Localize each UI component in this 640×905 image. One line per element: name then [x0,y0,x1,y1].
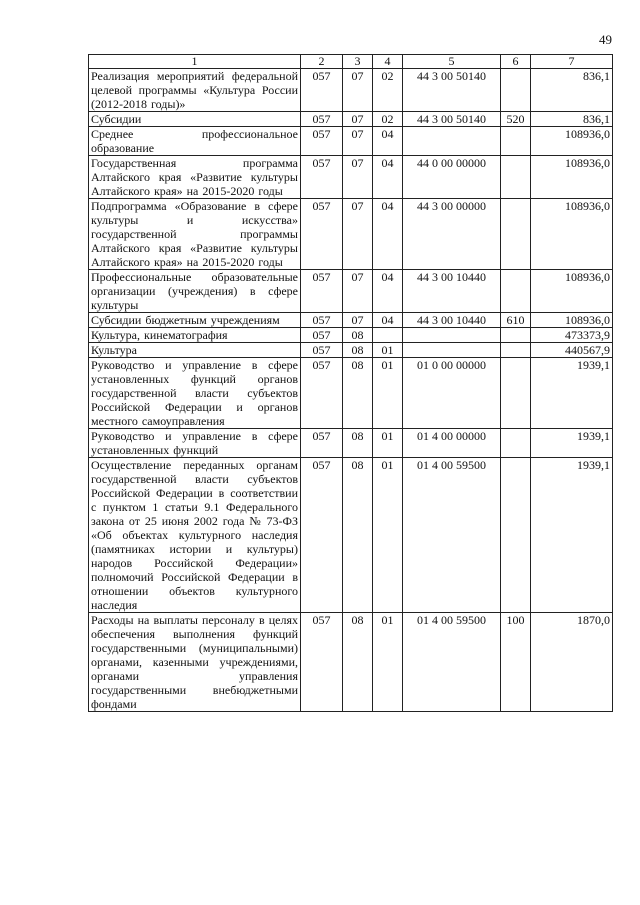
target-article-cell: 01 4 00 59500 [403,613,501,712]
code-cell: 057 [301,343,343,358]
subsection-cell: 01 [373,613,403,712]
header-row [89,55,613,69]
amount-cell: 108936,0 [531,199,613,270]
target-article-cell: 44 3 00 50140 [403,112,501,127]
expense-type-cell [501,358,531,429]
section-cell: 08 [343,458,373,613]
expense-type-cell [501,458,531,613]
column-header: 4 [373,55,403,69]
target-article-cell: 44 3 00 10440 [403,313,501,328]
section-cell: 07 [343,112,373,127]
amount-cell: 473373,9 [531,328,613,343]
row-name-cell: Осуществление переданных органам государственной власти субъектов Российской Федерации в соответствии с пунктом 1 статьи 9.1 Федерального закона от 25 июня 2002 года № 73-ФЗ «Об объектах культурного наследия (памятниках истории и культуры) народов Российской Федерации» полномочий Российской Федерации в отношении объектов культурного наследия [89,458,301,613]
code-cell: 057 [301,127,343,156]
column-header: 3 [343,55,373,69]
code-cell: 057 [301,112,343,127]
section-cell: 07 [343,199,373,270]
subsection-cell: 01 [373,358,403,429]
amount-cell: 1939,1 [531,358,613,429]
target-article-cell: 44 0 00 00000 [403,156,501,199]
column-header: 5 [403,55,501,69]
expense-type-cell: 100 [501,613,531,712]
table-row [89,199,613,270]
section-cell: 07 [343,313,373,328]
target-article-cell: 01 0 00 00000 [403,358,501,429]
subsection-cell: 02 [373,69,403,112]
target-article-cell: 01 4 00 00000 [403,429,501,458]
subsection-cell: 01 [373,458,403,613]
expense-type-cell: 610 [501,313,531,328]
subsection-cell: 01 [373,429,403,458]
amount-cell: 108936,0 [531,270,613,313]
subsection-cell: 01 [373,343,403,358]
amount-cell: 108936,0 [531,313,613,328]
row-name-cell: Культура, кинематография [89,328,301,343]
expense-type-cell [501,69,531,112]
expense-type-cell: 520 [501,112,531,127]
amount-cell: 836,1 [531,69,613,112]
row-name-cell: Государственная программа Алтайского края «Развитие культуры Алтайского края» на 2015-2020 годы [89,156,301,199]
row-name-cell: Расходы на выплаты персоналу в целях обеспечения выполнения функций государственными (муниципальными) органами, казенными учреждениями, органами управления государственными внебюджетными фондами [89,613,301,712]
table-row [89,270,613,313]
expense-type-cell [501,270,531,313]
table-row [89,313,613,328]
code-cell: 057 [301,270,343,313]
expense-type-cell [501,156,531,199]
table-row [89,429,613,458]
subsection-cell: 04 [373,199,403,270]
section-cell: 08 [343,358,373,429]
table-row [89,613,613,712]
section-cell: 07 [343,270,373,313]
amount-cell: 440567,9 [531,343,613,358]
table-row [89,358,613,429]
table-row [89,156,613,199]
expense-type-cell [501,429,531,458]
column-header: 2 [301,55,343,69]
row-name-cell: Субсидии [89,112,301,127]
amount-cell: 1939,1 [531,458,613,613]
row-name-cell: Руководство и управление в сфере установленных функций органов государственной власти субъектов Российской Федерации и органов местного самоуправления [89,358,301,429]
code-cell: 057 [301,313,343,328]
expense-type-cell [501,328,531,343]
target-article-cell: 44 3 00 00000 [403,199,501,270]
code-cell: 057 [301,458,343,613]
section-cell: 07 [343,156,373,199]
subsection-cell: 04 [373,156,403,199]
subsection-cell: 04 [373,313,403,328]
target-article-cell [403,328,501,343]
row-name-cell: Культура [89,343,301,358]
code-cell: 057 [301,328,343,343]
row-name-cell: Реализация мероприятий федеральной целевой программы «Культура России (2012-2018 годы)» [89,69,301,112]
subsection-cell: 04 [373,270,403,313]
section-cell: 07 [343,127,373,156]
section-cell: 07 [343,69,373,112]
table-row [89,328,613,343]
expense-type-cell [501,127,531,156]
code-cell: 057 [301,199,343,270]
section-cell: 08 [343,613,373,712]
table-row [89,343,613,358]
subsection-cell [373,328,403,343]
expense-type-cell [501,199,531,270]
table-body [89,69,613,712]
amount-cell: 1870,0 [531,613,613,712]
page-number: 49 [599,32,612,47]
section-cell: 08 [343,429,373,458]
column-header: 1 [89,55,301,69]
section-cell: 08 [343,328,373,343]
target-article-cell: 44 3 00 10440 [403,270,501,313]
column-header: 6 [501,55,531,69]
target-article-cell: 01 4 00 59500 [403,458,501,613]
amount-cell: 108936,0 [531,127,613,156]
target-article-cell [403,343,501,358]
code-cell: 057 [301,613,343,712]
target-article-cell: 44 3 00 50140 [403,69,501,112]
code-cell: 057 [301,69,343,112]
code-cell: 057 [301,429,343,458]
budget-table [88,54,613,712]
table-row [89,112,613,127]
amount-cell: 1939,1 [531,429,613,458]
section-cell: 08 [343,343,373,358]
code-cell: 057 [301,358,343,429]
code-cell: 057 [301,156,343,199]
amount-cell: 836,1 [531,112,613,127]
subsection-cell: 04 [373,127,403,156]
amount-cell: 108936,0 [531,156,613,199]
row-name-cell: Профессиональные образовательные организации (учреждения) в сфере культуры [89,270,301,313]
row-name-cell: Подпрограмма «Образование в сфере культуры и искусства» государственной программы Алтайского края «Развитие культуры Алтайского края» на 2015-2020 годы [89,199,301,270]
subsection-cell: 02 [373,112,403,127]
row-name-cell: Среднее профессиональное образование [89,127,301,156]
row-name-cell: Субсидии бюджетным учреждениям [89,313,301,328]
table-row [89,69,613,112]
column-header: 7 [531,55,613,69]
row-name-cell: Руководство и управление в сфере установленных функций [89,429,301,458]
target-article-cell [403,127,501,156]
table-row [89,458,613,613]
table-row [89,127,613,156]
expense-type-cell [501,343,531,358]
